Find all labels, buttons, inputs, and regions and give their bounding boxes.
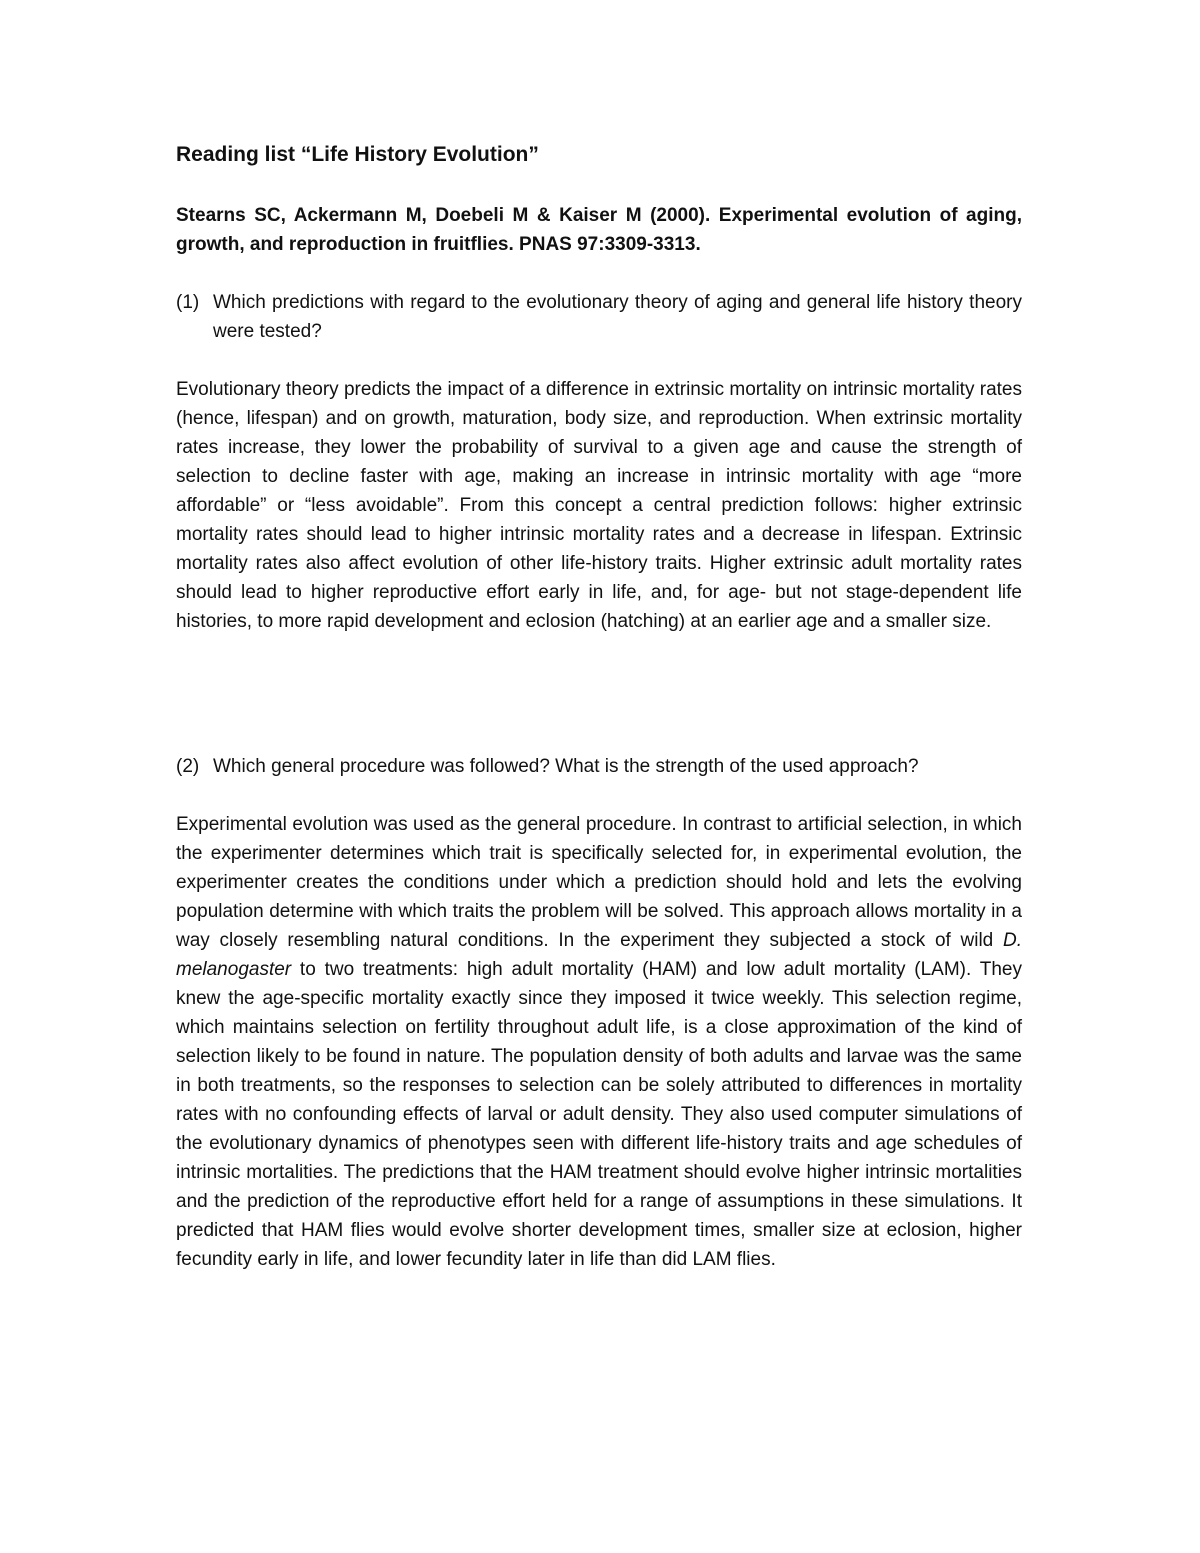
question-1-text: Which predictions with regard to the evolutionary theory of aging and general life history theory were tested? bbox=[213, 292, 1022, 342]
question-2-number: (2) bbox=[176, 756, 200, 777]
species-name: D. melanogaster bbox=[176, 930, 1022, 980]
question-1-number: (1) bbox=[176, 292, 200, 313]
blank-space bbox=[176, 636, 1022, 752]
paper-citation: Stearns SC, Ackermann M, Doebeli M & Kaiser M (2000). Experimental evolution of aging, growth, and reproduction in fruitflies. PNAS 97:3309-3313. bbox=[176, 205, 1022, 255]
answer-2-part-2: to two treatments: high adult mortality (HAM) and low adult mortality (LAM). They knew the age-specific mortality exactly since they imposed it twice weekly. This selection regime, which maintains selection on fertility throughout adult life, is a close approximation of the kind of selection likely to be found in nature. The population density of both adults and larvae was the same in both treatments, so the responses to selection can be solely attributed to differences in mortality rates with no confounding effects of larval or adult density. They also used computer simulations of the evolutionary dynamics of phenotypes seen with different life-history traits and age schedules of intrinsic mortalities. The predictions that the HAM treatment should evolve higher intrinsic mortalities and the prediction of the reproductive effort held for a range of assumptions in these simulations. It predicted that HAM flies would evolve shorter development times, smaller size at eclosion, higher fecundity early in life, and lower fecundity later in life than did LAM flies. bbox=[176, 959, 1022, 1270]
answer-2-part-1: Experimental evolution was used as the general procedure. In contrast to artificial selection, in which the experimenter determines which trait is specifically selected for, in experimental evolution, the experimenter creates the conditions under which a prediction should hold and lets the evolving population determine with which traits the problem will be solved. This approach allows mortality in a way closely resembling natural conditions. In the experiment they subjected a stock of wild bbox=[176, 814, 1022, 951]
document-page bbox=[176, 140, 1022, 1274]
question-2-text: Which general procedure was followed? What is the strength of the used approach? bbox=[213, 756, 919, 777]
question-1 bbox=[176, 288, 1022, 346]
document-title: Reading list “Life History Evolution” bbox=[176, 143, 539, 166]
question-2 bbox=[176, 752, 1022, 781]
answer-1: Evolutionary theory predicts the impact of a difference in extrinsic mortality on intrinsic mortality rates (hence, lifespan) and on growth, maturation, body size, and reproduction. When extrinsic mortality rates increase, they lower the probability of survival to a given age and cause the strength of selection to decline faster with age, making an increase in intrinsic mortality with age “more affordable” or “less avoidable”. From this concept a central prediction follows: higher extrinsic mortality rates should lead to higher intrinsic mortality rates and a decrease in lifespan. Extrinsic mortality rates also affect evolution of other life-history traits. Higher extrinsic adult mortality rates should lead to higher reproductive effort early in life, and, for age- but not stage-dependent life histories, to more rapid development and eclosion (hatching) at an earlier age and a smaller size. bbox=[176, 379, 1022, 632]
answer-2 bbox=[176, 810, 1022, 1274]
